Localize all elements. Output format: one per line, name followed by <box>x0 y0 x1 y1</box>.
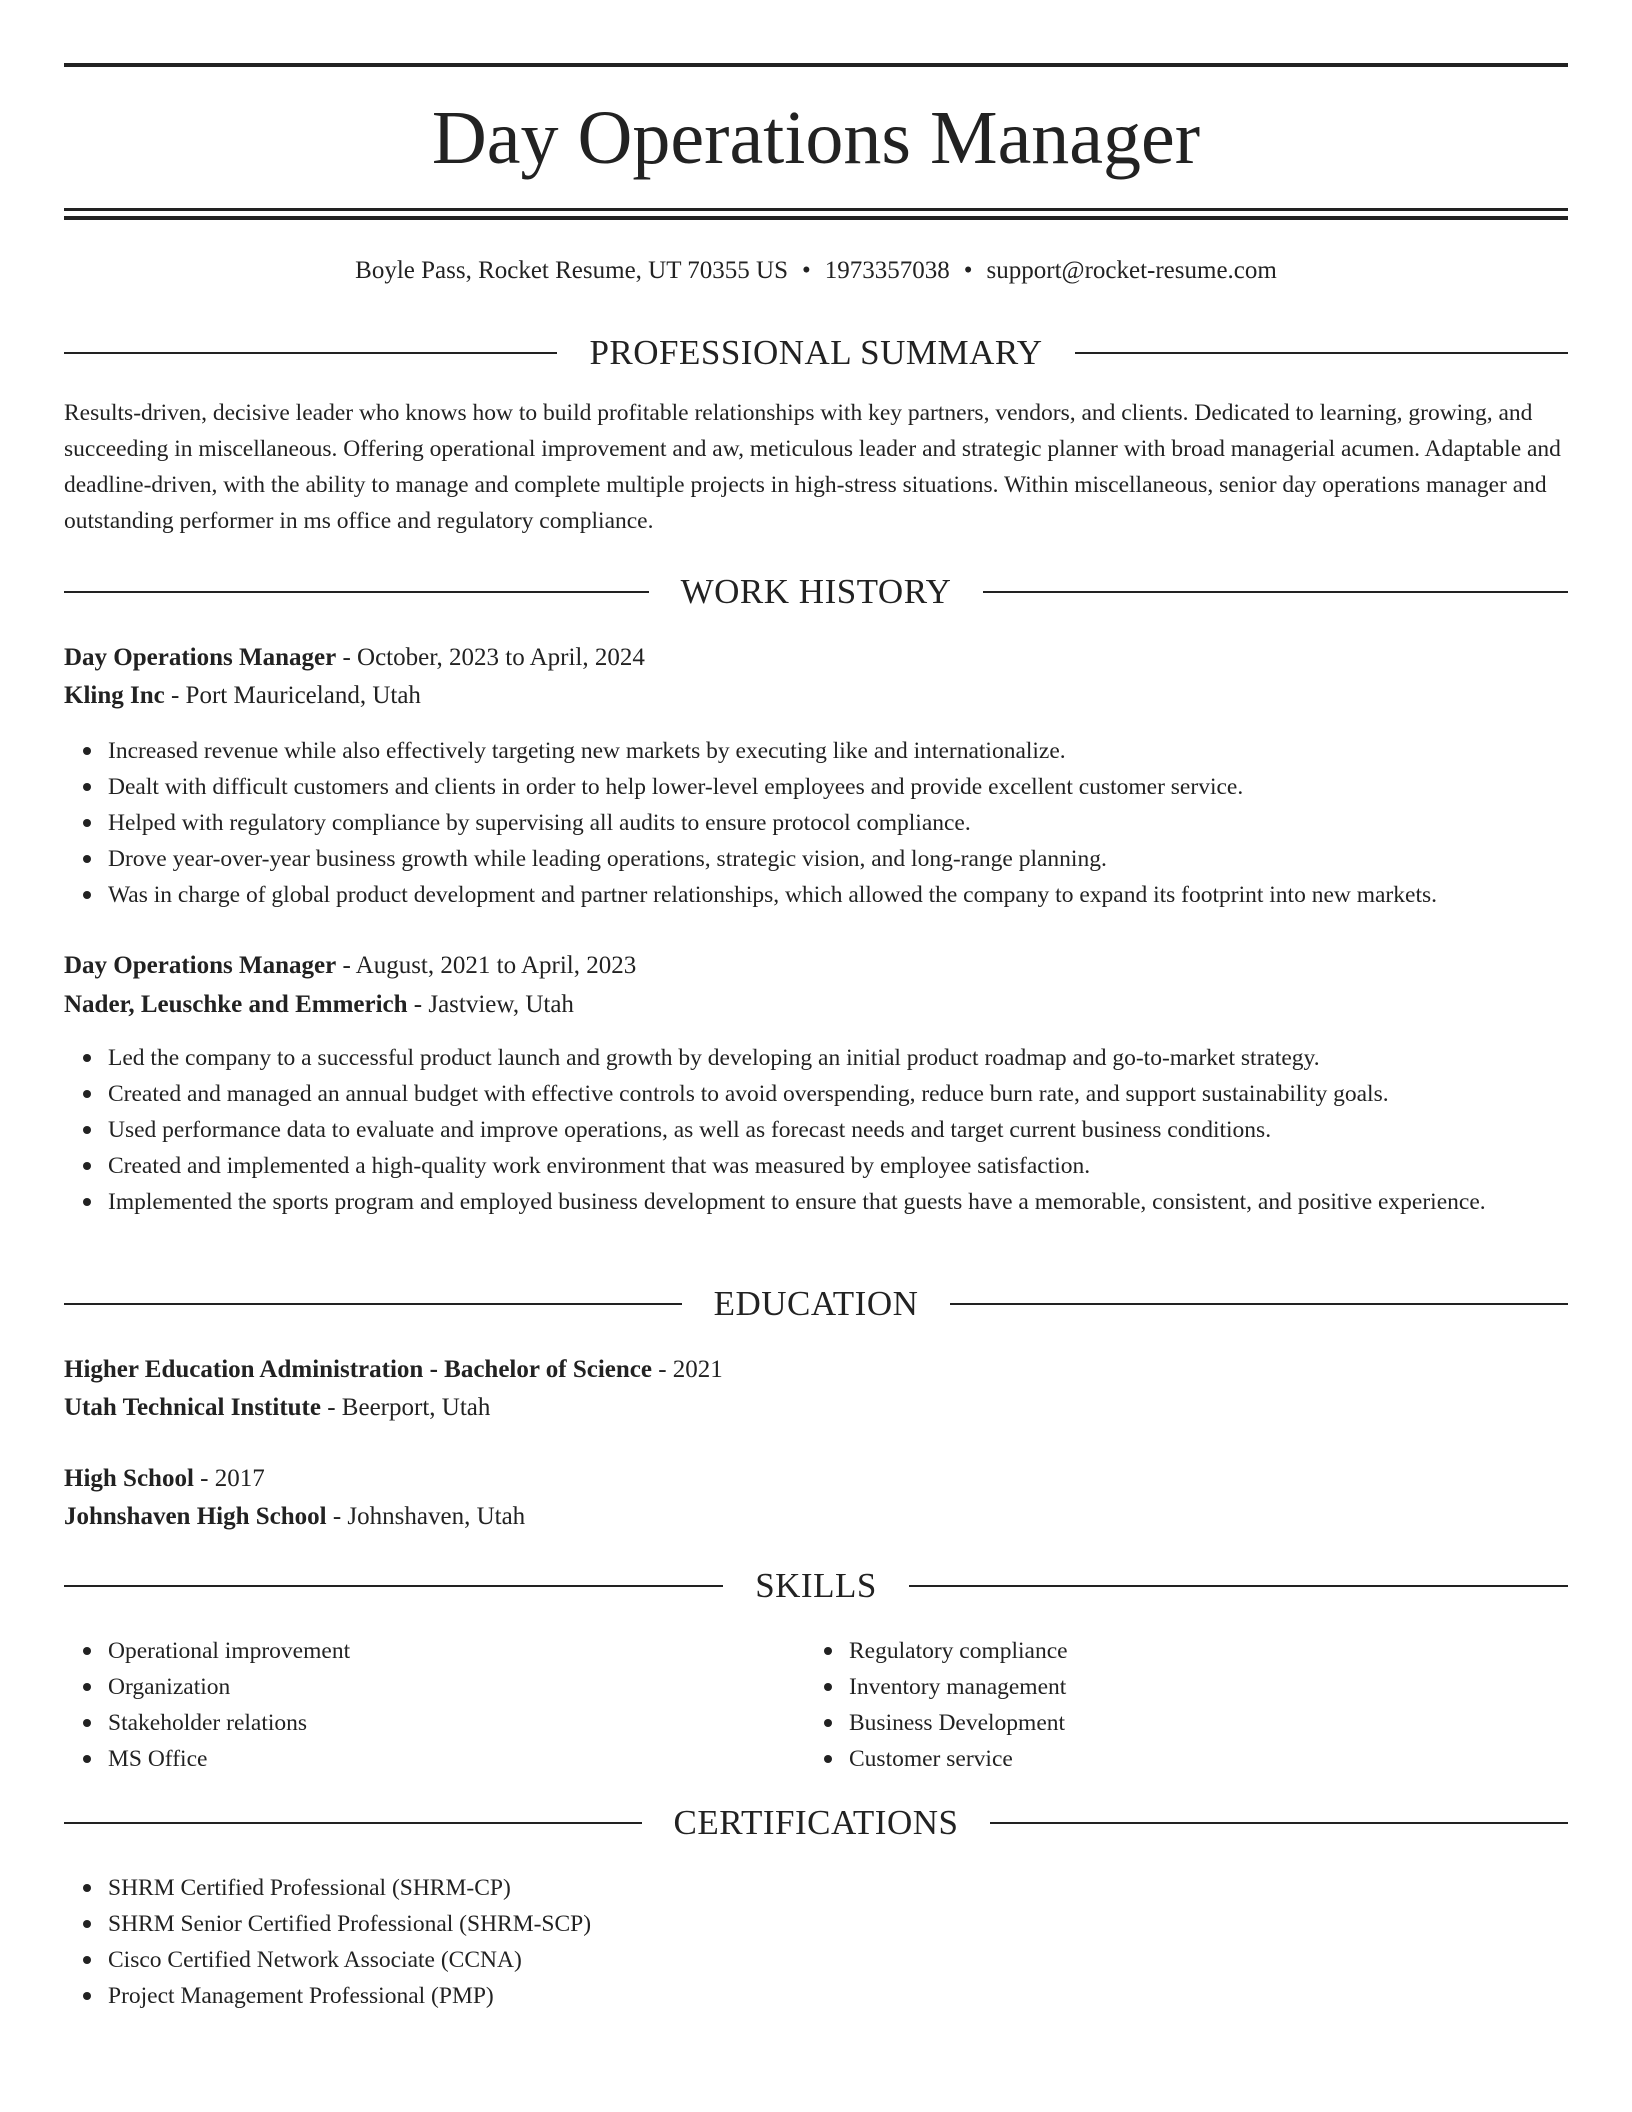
job-bullets <box>64 733 1568 913</box>
contact-separator: • <box>802 257 811 284</box>
certification-item: SHRM Senior Certified Professional (SHRM-SCP) <box>108 1906 1568 1942</box>
job-title: Day Operations Manager <box>64 644 337 671</box>
section-heading-label: CERTIFICATIONS <box>673 1803 959 1842</box>
section-heading-certifications <box>64 1801 1568 1845</box>
section-heading-label: EDUCATION <box>713 1284 919 1323</box>
job-bullets <box>64 1040 1568 1220</box>
section-heading-skills <box>64 1564 1568 1608</box>
job-title-line <box>64 640 1568 676</box>
heading-rule-left <box>64 1585 723 1587</box>
education-degree-line <box>64 1352 1568 1388</box>
heading-rule-right <box>1075 352 1568 354</box>
heading-rule-right <box>983 591 1568 593</box>
skill-item: Business Development <box>849 1705 1632 1741</box>
heading-rule-left <box>64 591 649 593</box>
job-company-line <box>64 678 1568 714</box>
heading-rule-left <box>64 1303 682 1305</box>
job-company: Nader, Leuschke and Emmerich <box>64 991 408 1018</box>
contact-address: Boyle Pass, Rocket Resume, UT 70355 US <box>355 257 789 284</box>
skills-list-right <box>805 1633 1632 1777</box>
contact-line <box>64 254 1568 288</box>
contact-separator: • <box>963 257 973 284</box>
education-year: - 2021 <box>651 1356 723 1383</box>
contact-phone: 1973357038 <box>824 257 950 284</box>
list-item: Implemented the sports program and employed business development to ensure that guests have a memorable, consistent, and positive experience. <box>108 1184 1568 1220</box>
contact-email: support@rocket-resume.com <box>986 257 1277 284</box>
job-title-line <box>64 948 1568 984</box>
education-school-line <box>64 1499 1568 1535</box>
education-school-line <box>64 1390 1568 1426</box>
list-item: Was in charge of global product development and partner relationships, which allowed the company to expand its footprint into new markets. <box>108 877 1568 913</box>
section-heading-summary <box>64 331 1568 375</box>
education-location: - Beerport, Utah <box>320 1394 491 1421</box>
skill-item: Stakeholder relations <box>108 1705 1568 1741</box>
education-school: Utah Technical Institute <box>64 1394 321 1421</box>
section-heading-education <box>64 1282 1568 1326</box>
certifications-list <box>64 1870 1568 2014</box>
skill-item: Regulatory compliance <box>849 1633 1632 1669</box>
skill-item: Customer service <box>849 1741 1632 1777</box>
list-item: Dealt with difficult customers and clients in order to help lower-level employees and provide excellent customer service. <box>108 769 1568 805</box>
skill-item: Inventory management <box>849 1669 1632 1705</box>
section-heading-work-history <box>64 570 1568 614</box>
certification-item: SHRM Certified Professional (SHRM-CP) <box>108 1870 1568 1906</box>
job-company-line <box>64 987 1568 1023</box>
education-degree-line <box>64 1461 1568 1497</box>
job-dates: - August, 2021 to April, 2023 <box>336 952 637 979</box>
heading-rule-right <box>990 1822 1568 1824</box>
list-item: Increased revenue while also effectively targeting new markets by executing like and internationalize. <box>108 733 1568 769</box>
education-degree: High School <box>64 1465 194 1492</box>
list-item: Created and implemented a high-quality work environment that was measured by employee satisfaction. <box>108 1148 1568 1184</box>
job-company: Kling Inc <box>64 682 165 709</box>
list-item: Drove year-over-year business growth while leading operations, strategic vision, and long-range planning. <box>108 841 1568 877</box>
job-location: - Port Mauriceland, Utah <box>164 682 421 709</box>
list-item: Helped with regulatory compliance by supervising all audits to ensure protocol compliance. <box>108 805 1568 841</box>
heading-rule-right <box>909 1585 1568 1587</box>
certification-item: Project Management Professional (PMP) <box>108 1978 1568 2014</box>
title-double-rule-lower <box>64 216 1568 220</box>
section-heading-label: SKILLS <box>755 1566 877 1605</box>
job-title: Day Operations Manager <box>64 952 337 979</box>
education-degree: Higher Education Administration - Bachelor of Science <box>64 1356 652 1383</box>
certification-item: Cisco Certified Network Associate (CCNA) <box>108 1942 1568 1978</box>
section-heading-label: WORK HISTORY <box>680 572 952 611</box>
section-heading-label: PROFESSIONAL SUMMARY <box>589 333 1043 372</box>
job-location: - Jastview, Utah <box>407 991 574 1018</box>
heading-rule-left <box>64 352 557 354</box>
list-item: Used performance data to evaluate and improve operations, as well as forecast needs and target current business conditions. <box>108 1112 1568 1148</box>
heading-rule-left <box>64 1822 642 1824</box>
resume-title: Day Operations Manager <box>431 96 1201 180</box>
education-location: - Johnshaven, Utah <box>326 1503 526 1530</box>
list-item: Led the company to a successful product launch and growth by developing an initial product roadmap and go-to-market strategy. <box>108 1040 1568 1076</box>
summary-text: Results-driven, decisive leader who knows how to build profitable relationships with key partners, vendors, and clients. Dedicated to learning, growing, and succeeding in miscellaneous. Offering operational improvement and aw, meticulous leader and strategic planner with broad managerial acumen. Adaptable and deadline-driven, with the ability to manage and complete multiple projects in high-stress situations. Within miscellaneous, senior day operations manager and outstanding performer in ms office and regulatory compliance. <box>64 400 1561 534</box>
job-dates: - October, 2023 to April, 2024 <box>336 644 645 671</box>
skill-item: Operational improvement <box>108 1633 1568 1669</box>
heading-rule-right <box>950 1303 1568 1305</box>
education-year: - 2017 <box>193 1465 265 1492</box>
top-rule <box>64 63 1568 67</box>
skill-item: Organization <box>108 1669 1568 1705</box>
education-school: Johnshaven High School <box>64 1503 327 1530</box>
title-double-rule-upper <box>64 208 1568 211</box>
skill-item: MS Office <box>108 1741 1568 1777</box>
list-item: Created and managed an annual budget with effective controls to avoid overspending, reduce burn rate, and support sustainability goals. <box>108 1076 1568 1112</box>
